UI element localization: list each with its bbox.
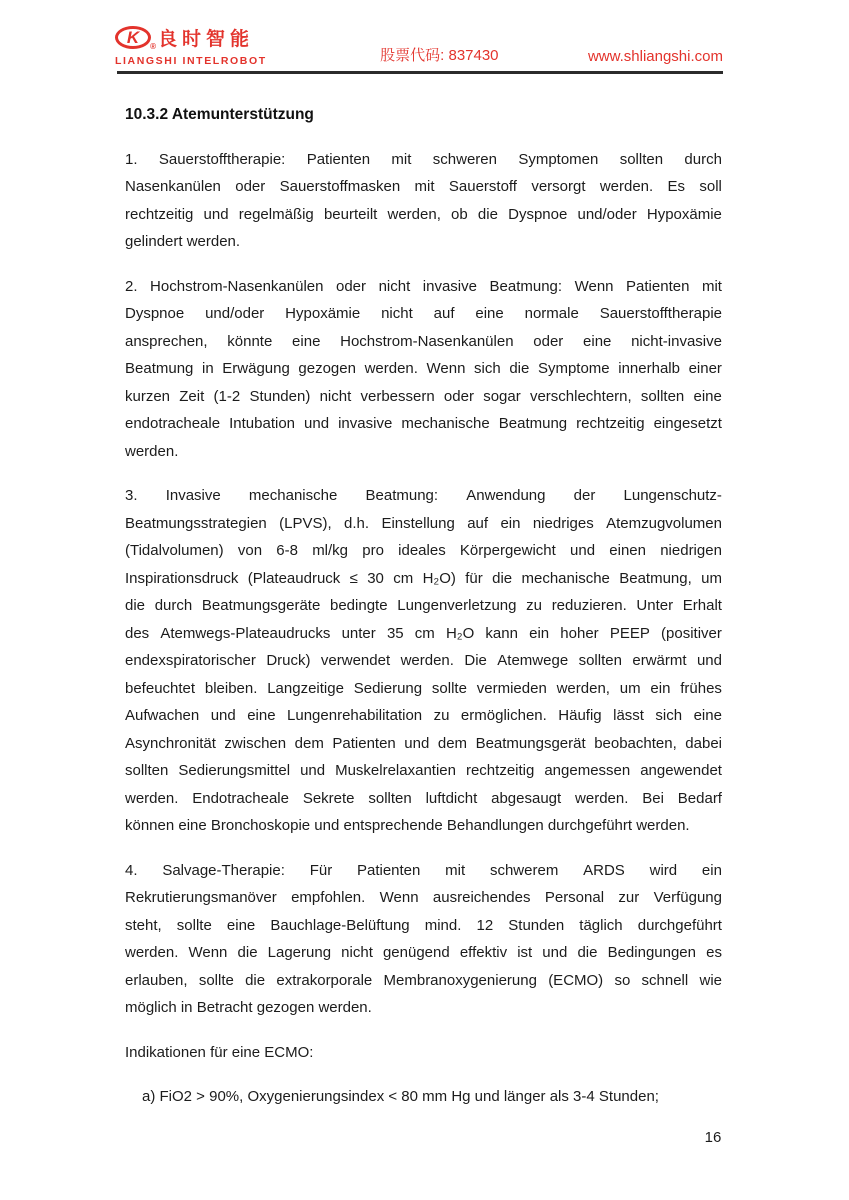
text-line: werden. Endotracheale Sekrete sollten luftdicht abgesaugt werden. Bei Bedarf <box>125 789 722 807</box>
paragraph <box>125 1039 722 1067</box>
text-line: Beatmungsstrategien (LPVS), d.h. Einstellung auf ein niedriges Atemzugvolumen <box>125 514 722 532</box>
header-divider <box>117 71 723 74</box>
text-line: 2. Hochstrom-Nasenkanülen oder nicht invasive Beatmung: Wenn Patienten mit <box>125 277 722 295</box>
text-line: Asynchronität zwischen dem Patienten und dem Beatmungsgerät beobachten, dabei <box>125 734 722 752</box>
text-line: die durch Beatmungsgeräte bedingte Lungenverletzung zu reduzieren. Unter Erhalt <box>125 597 722 614</box>
text-line: befeuchtet bleiben. Langzeitige Sedierung sollte vermieden werden, um ein frühes <box>125 679 722 697</box>
document-content <box>125 101 722 1111</box>
paragraph <box>125 146 722 256</box>
paragraphs-container <box>125 146 722 1111</box>
text-line: Dyspnoe und/oder Hypoxämie nicht auf eine normale Sauerstofftherapie <box>125 305 722 322</box>
text-line: sollten Sedierungsmittel und Muskelrelaxantien rechtzeitig angemessen angewendet <box>125 762 722 779</box>
text-line: rechtzeitig und regelmäßig beurteilt werden, ob die Dyspnoe und/oder Hypoxämie <box>125 205 722 223</box>
text-line: werden. <box>125 442 179 460</box>
text-line: möglich in Betracht gezogen werden. <box>125 999 372 1016</box>
text-line: 3. Invasive mechanische Beatmung: Anwendung der Lungenschutz- <box>125 487 722 504</box>
text-line: kurzen Zeit (1-2 Stunden) nicht verbessern oder sogar verschlechtern, sollten eine <box>125 387 722 405</box>
website-link[interactable]: www.shliangshi.com <box>587 48 723 65</box>
logo-k-icon <box>115 26 156 51</box>
text-line: Nasenkanülen oder Sauerstoffmasken mit Sauerstoff versorgt werden. Es soll <box>125 178 722 195</box>
text-line: Beatmung in Erwägung gezogen werden. Wenn sich die Symptome innerhalb einer <box>125 360 722 377</box>
text-line: ansprechen, könnte eine Hochstrom-Nasenkanülen oder eine nicht-invasive <box>125 332 722 350</box>
company-logo <box>115 24 267 67</box>
text-line: können eine Bronchoskopie und entsprechende Behandlungen durchgeführt werden. <box>125 817 690 834</box>
section-heading: 10.3.2 Atemunterstützung <box>125 106 314 123</box>
paragraph <box>125 857 722 1022</box>
text-line: endexspiratorischer Druck) verwendet werden. Die Atemwege sollten erwärmt und <box>125 652 722 669</box>
text-line: erlauben, sollte die extrakorporale Membranoxygenierung (ECMO) so schnell wie <box>125 971 722 989</box>
text-line: Aufwachen und eine Lungenrehabilitation zu ermöglichen. Häufig lässt sich eine <box>125 707 722 724</box>
logo-k-letter: K <box>126 28 140 47</box>
brand-name-english: LIANGSHI INTELROBOT <box>115 55 267 67</box>
text-line: endotracheale Intubation und invasive mechanische Beatmung rechtzeitig eingesetzt <box>125 415 722 432</box>
paragraph <box>125 273 722 466</box>
registered-trademark-icon: ® <box>150 42 156 51</box>
page-header <box>115 24 723 67</box>
stock-code-text: 股票代码: 837430 <box>380 47 499 64</box>
text-line: werden. Wenn die Lagerung nicht genügend effektiv ist und die Bedingungen es <box>125 944 722 961</box>
page-number: 16 <box>704 1129 722 1146</box>
text-line: (Tidalvolumen) von 6-8 ml/kg pro ideales Körpergewicht und einen niedrigen <box>125 542 722 559</box>
text-line: Rekrutierungsmanöver empfohlen. Wenn ausreichendes Personal zur Verfügung <box>125 889 722 906</box>
paragraph <box>125 1083 722 1111</box>
paragraph <box>125 482 722 840</box>
text-line: des Atemwegs-Plateaudrucks unter 35 cm H₂O kann ein hoher PEEP (positiver <box>125 624 722 642</box>
text-line: Inspirationsdruck (Plateaudruck ≤ 30 cm H₂O) für die mechanische Beatmung, um <box>125 569 722 587</box>
text-line: gelindert werden. <box>125 233 241 250</box>
text-line: Indikationen für eine ECMO: <box>125 1043 314 1061</box>
text-line: a) FiO2 > 90%, Oxygenierungsindex < 80 mm Hg und länger als 3-4 Stunden; <box>142 1088 659 1105</box>
text-line: steht, sollte eine Bauchlage-Belüftung mind. 12 Stunden täglich durchgeführt <box>125 916 722 934</box>
brand-name-chinese: 良时智能 <box>158 29 255 50</box>
logo-row <box>115 24 267 51</box>
text-line: 1. Sauerstofftherapie: Patienten mit schweren Symptomen sollten durch <box>125 150 722 168</box>
text-line: 4. Salvage-Therapie: Für Patienten mit schwerem ARDS wird ein <box>125 861 722 879</box>
